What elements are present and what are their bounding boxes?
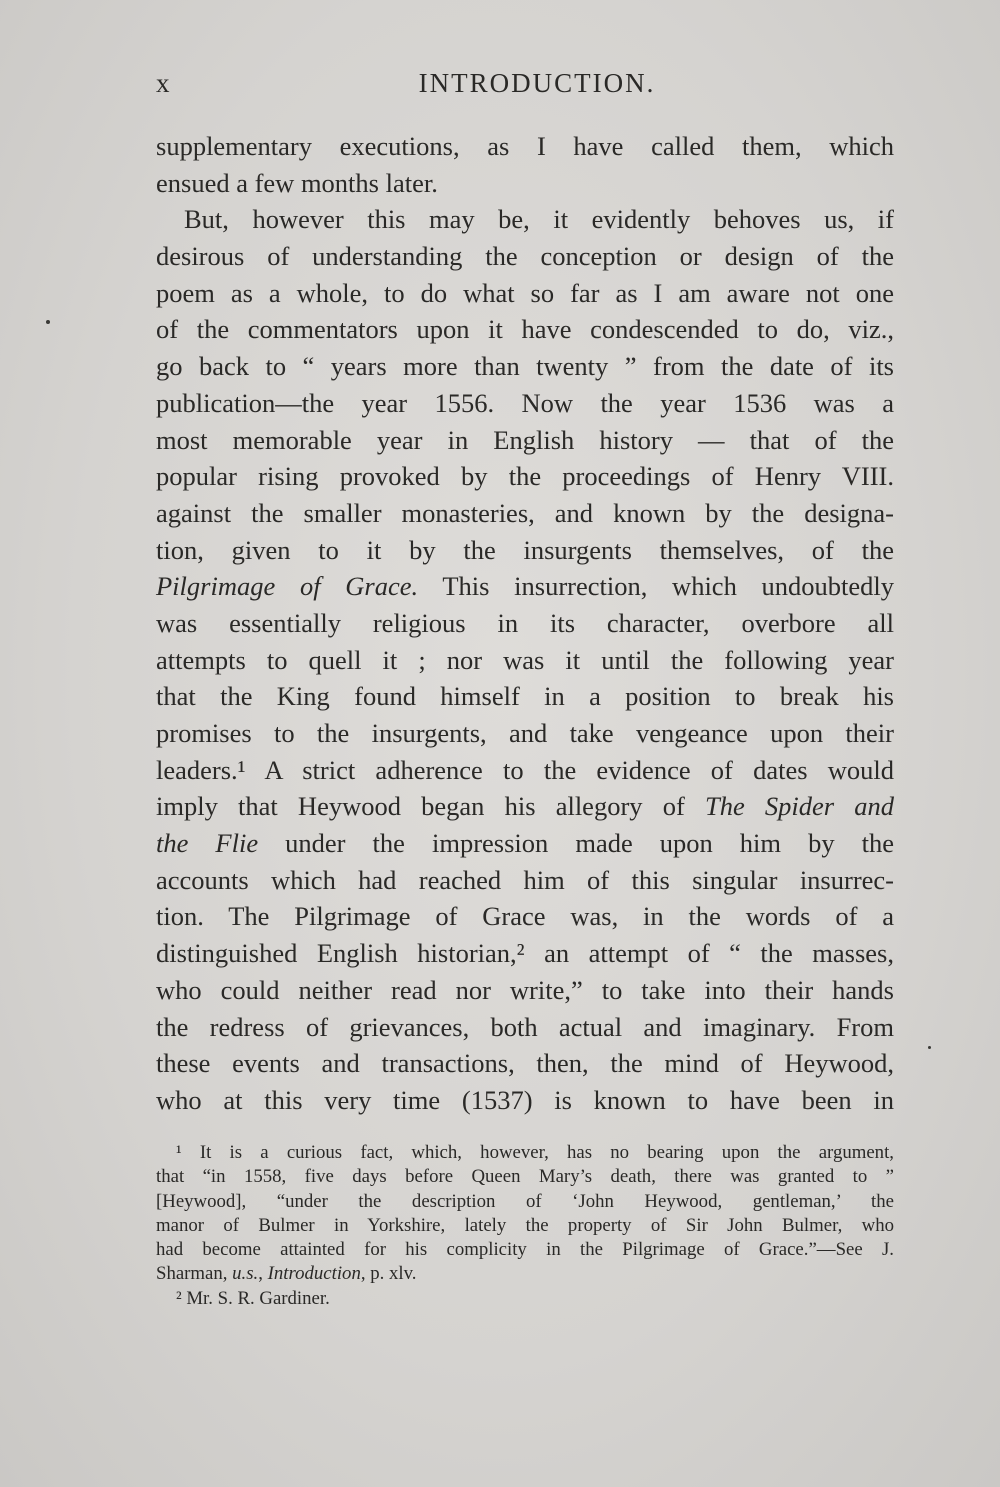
text-line: desirous of understanding the conception or design of the [156,241,894,272]
text-line: ensued a few months later. [156,167,438,198]
text-line: of the commentators upon it have condescended to do, viz., [156,314,894,345]
body-text [156,128,894,1119]
footnote-italic: u.s. [232,1263,259,1285]
text-line: But, however this may be, it evidently behoves us, if [184,204,894,235]
italic-title-flie: the Flie [156,828,259,859]
text-line-rest: under the impression made upon him by the [285,828,895,859]
text-line: against the smaller monasteries, and known by the designa- [156,497,894,528]
text-line: leaders.¹ A strict adherence to the evidence of dates would [156,754,894,785]
text-line-rest: This insurrection, which undoubtedly [442,571,895,602]
text-line: accounts which had reached him of this singular insurrec- [156,864,894,895]
text-line: attempts to quell it ; nor was it until the following year [156,644,894,675]
text-line: who at this very time (1537) is known to have been in [156,1084,894,1115]
text-line: that the King found himself in a position to break his [156,681,894,712]
footnote-line: ² Mr. S. R. Gardiner. [176,1287,330,1309]
page-header [156,68,896,108]
text-line: who could neither read nor write,” to take into their hands [156,974,894,1005]
text-line: poem as a whole, to do what so far as I am aware not one [156,277,894,308]
footnote-line [156,1262,894,1286]
paper-speck [46,320,50,324]
footnote-line: that “in 1558, five days before Queen Mary’s death, there was granted to ” [156,1166,894,1188]
text-line: supplementary executions, as I have called them, which [156,131,894,161]
text-line: distinguished English historian,² an attempt of “ the masses, [156,938,894,969]
text-line: popular rising provoked by the proceedings of Henry VIII. [156,461,894,492]
text-line: publication—the year 1556. Now the year 1536 was a [156,387,894,418]
text-line-lead: imply that Heywood began his allegory of [156,791,685,822]
text-line: tion, given to it by the insurgents themselves, of the [156,534,894,565]
text-line: tion. The Pilgrimage of Grace was, in the words of a [156,901,894,932]
paper-speck [928,1046,931,1049]
footnote-italic: Introduction [267,1263,361,1285]
text-line-italic-tail [156,788,894,825]
page-number: x [156,68,171,98]
italic-title-spider: The Spider and [704,791,895,822]
text-line: most memorable year in English history — that of the [156,424,894,455]
text-line: these events and transactions, then, the mind of Heywood, [156,1048,894,1079]
footnote-line: had become attainted for his complicity in the Pilgrimage of Grace.”—See J. [156,1239,894,1261]
footnote-text: , [258,1263,268,1285]
text-line-italic-lead [156,568,894,605]
footnotes [156,1141,894,1311]
text-line: go back to “ years more than twenty ” from the date of its [156,351,894,382]
text-line: was essentially religious in its character, overbore all [156,607,894,638]
footnote-text: , p. xlv. [360,1263,417,1285]
running-head: INTRODUCTION. [418,68,656,98]
footnote-text: Sharman, [156,1263,233,1285]
text-line: promises to the insurgents, and take vengeance upon their [156,718,894,748]
footnote-line: [Heywood], “under the description of ‘John Heywood, gentleman,’ the [156,1190,894,1212]
footnote-line: ¹ It is a curious fact, which, however, has no bearing upon the argument, [176,1142,894,1163]
footnote-line: manor of Bulmer in Yorkshire, lately the property of Sir John Bulmer, who [156,1214,894,1236]
text-line: the redress of grievances, both actual and imaginary. From [156,1011,894,1042]
italic-title-pilgrimage: Pilgrimage of Grace. [156,571,419,602]
text-line-italic-lead [156,825,894,862]
